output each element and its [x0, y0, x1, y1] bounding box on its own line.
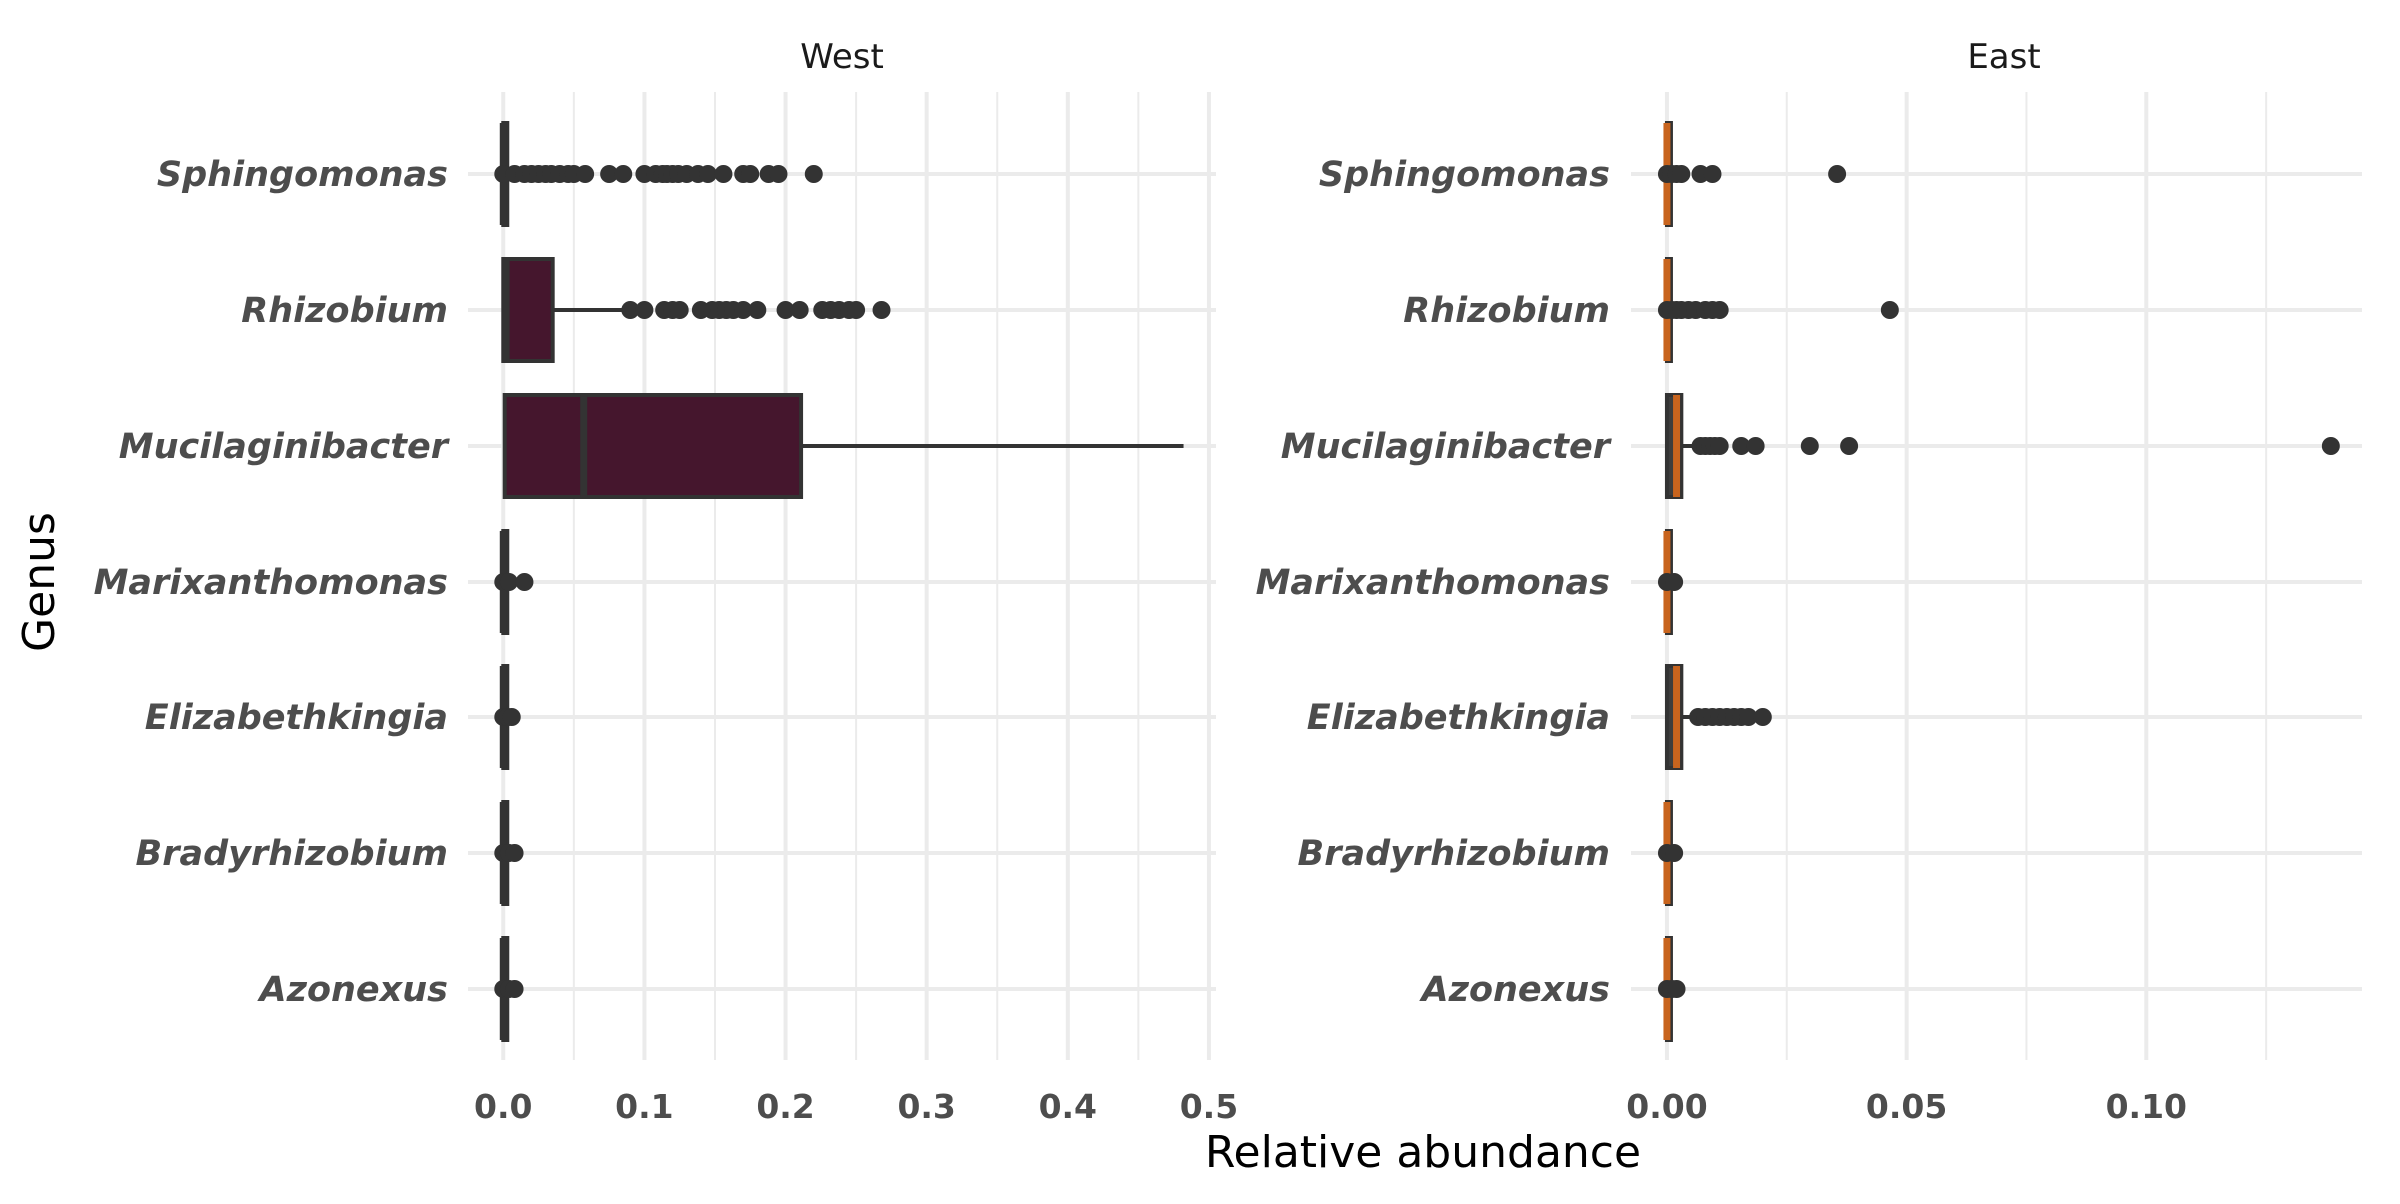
x-tick-label: 0.10	[2105, 1087, 2188, 1126]
x-tick-label: 0.00	[1626, 1087, 1708, 1126]
box-body	[505, 395, 801, 497]
box-azonexus	[1658, 938, 1686, 1040]
outlier-point	[506, 980, 524, 998]
outlier-point	[614, 165, 632, 183]
outlier-point	[1711, 437, 1729, 455]
panel-east	[1256, 37, 2362, 1126]
y-tick-label: Rhizobium	[1403, 291, 1610, 331]
box-marixanthomonas	[1658, 531, 1683, 633]
outlier-point	[847, 301, 865, 319]
panel-title: East	[1967, 37, 2041, 77]
y-tick-label: Bradyrhizobium	[1297, 834, 1610, 874]
box-rhizobium	[503, 259, 890, 361]
outlier-point	[791, 301, 809, 319]
x-tick-label: 0.2	[756, 1087, 815, 1126]
box-elizabethkingia	[1667, 666, 1772, 768]
outlier-point	[1711, 301, 1729, 319]
outlier-point	[1801, 437, 1819, 455]
outlier-point	[1840, 437, 1858, 455]
box-elizabethkingia	[494, 666, 520, 768]
box-sphingomonas	[494, 123, 822, 225]
outlier-point	[1881, 301, 1899, 319]
y-axis-title: Genus	[14, 512, 65, 652]
outlier-point	[515, 573, 533, 591]
x-tick-label: 0.4	[1038, 1087, 1098, 1126]
x-tick-label: 0.1	[615, 1087, 674, 1126]
y-tick-label: Mucilaginibacter	[118, 427, 448, 467]
outlier-point	[1668, 980, 1686, 998]
outlier-point	[805, 165, 823, 183]
x-axis-title: Relative abundance	[1204, 1127, 1642, 1178]
outlier-point	[769, 165, 787, 183]
y-tick-label: Marixanthomonas	[1255, 563, 1610, 603]
outlier-point	[503, 708, 521, 726]
outlier-point	[1665, 573, 1683, 591]
box-body	[503, 259, 552, 361]
y-tick-label: Mucilaginibacter	[1280, 427, 1610, 467]
outlier-point	[741, 165, 759, 183]
outlier-point	[506, 844, 524, 862]
x-tick-label: 0.3	[897, 1087, 956, 1126]
outlier-point	[576, 165, 594, 183]
box-marixanthomonas	[494, 531, 533, 633]
y-tick-label: Sphingomonas	[156, 155, 448, 195]
outlier-point	[748, 301, 766, 319]
y-tick-label: Sphingomonas	[1318, 155, 1610, 195]
panel-west	[94, 37, 1239, 1126]
y-tick-label: Azonexus	[259, 970, 448, 1010]
panel-title: West	[800, 37, 884, 77]
outlier-point	[714, 165, 732, 183]
y-tick-label: Bradyrhizobium	[135, 834, 448, 874]
outlier-point	[1754, 708, 1772, 726]
x-tick-label: 0.5	[1179, 1087, 1239, 1126]
box-bradyrhizobium	[1658, 802, 1683, 904]
outlier-point	[635, 301, 653, 319]
box-mucilaginibacter	[503, 395, 1183, 497]
y-tick-label: Azonexus	[1421, 970, 1610, 1010]
outlier-point	[1747, 437, 1765, 455]
box-bradyrhizobium	[494, 802, 523, 904]
y-tick-label: Rhizobium	[241, 291, 448, 331]
x-tick-label: 0.0	[474, 1087, 533, 1126]
outlier-point	[1672, 165, 1690, 183]
y-tick-label: Elizabethkingia	[1306, 698, 1610, 738]
outlier-point	[1703, 165, 1721, 183]
outlier-point	[500, 573, 518, 591]
outlier-point	[671, 301, 689, 319]
outlier-point	[873, 301, 891, 319]
y-tick-label: Elizabethkingia	[144, 698, 448, 738]
panels-layer	[94, 37, 2362, 1126]
box-azonexus	[494, 938, 523, 1040]
x-tick-label: 0.05	[1865, 1087, 1948, 1126]
outlier-point	[1665, 844, 1683, 862]
y-tick-label: Marixanthomonas	[93, 563, 448, 603]
outlier-point	[1828, 165, 1846, 183]
outlier-point	[2322, 437, 2340, 455]
outlier-point	[699, 165, 717, 183]
